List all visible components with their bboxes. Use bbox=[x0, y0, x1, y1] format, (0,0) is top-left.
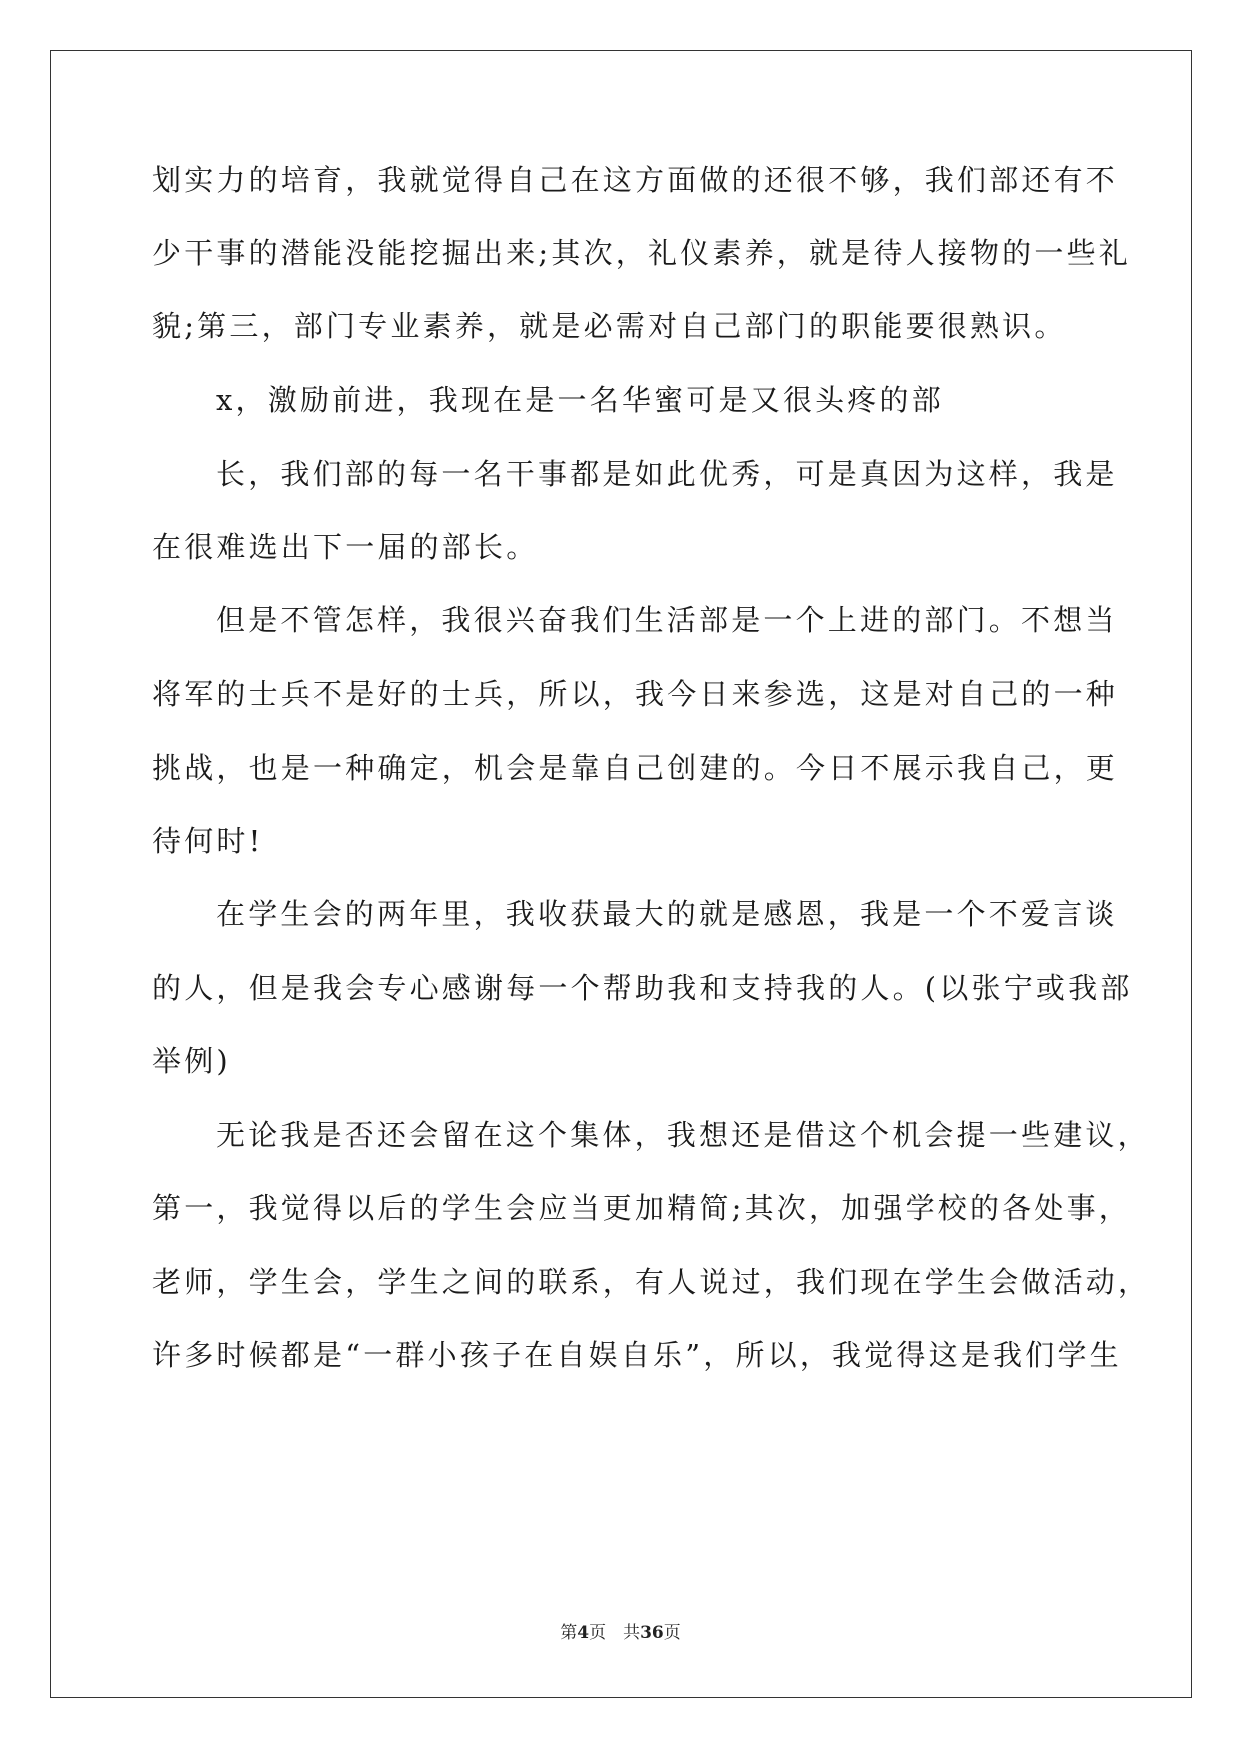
text-line: x，激励前进，我现在是一名华蜜可是又很头疼的部 bbox=[216, 383, 944, 417]
text-line: 但是不管怎样，我很兴奋我们生活部是一个上进的部门。不想当 bbox=[216, 603, 1118, 637]
text-line: 待何时! bbox=[152, 824, 264, 858]
text-line: 将军的士兵不是好的士兵，所以，我今日来参选，这是对自己的一种 bbox=[152, 677, 1119, 711]
text-line: 举例) bbox=[152, 1044, 231, 1078]
footer-suffix: 页 bbox=[663, 1623, 681, 1643]
footer-middle: 页 共 bbox=[589, 1623, 641, 1643]
text-line: 划实力的培育，我就觉得自己在这方面做的还很不够，我们部还有不 bbox=[152, 163, 1119, 197]
page-border bbox=[50, 50, 1192, 1698]
page-footer bbox=[0, 1618, 1241, 1643]
text-line: 在很难选出下一届的部长。 bbox=[152, 530, 539, 564]
text-line: 长，我们部的每一名干事都是如此优秀，可是真因为这样，我是 bbox=[216, 457, 1118, 491]
text-line: 第一，我觉得以后的学生会应当更加精简;其次，加强学校的各处事， bbox=[152, 1191, 1131, 1225]
text-line: 在学生会的两年里，我收获最大的就是感恩，我是一个不爱言谈 bbox=[216, 897, 1118, 931]
text-line: 貌;第三，部门专业素养，就是必需对自己部门的职能要很熟识。 bbox=[152, 309, 1067, 343]
total-page-number: 36 bbox=[640, 1623, 664, 1643]
text-line: 的人，但是我会专心感谢每一个帮助我和支持我的人。(以张宁或我部 bbox=[152, 971, 1133, 1005]
text-line: 许多时候都是“一群小孩子在自娱自乐”，所以，我觉得这是我们学生 bbox=[152, 1338, 1122, 1372]
text-line: 少干事的潜能没能挖掘出来;其次，礼仪素养，就是待人接物的一些礼 bbox=[152, 236, 1131, 270]
footer-prefix: 第 bbox=[560, 1623, 578, 1643]
text-line: 无论我是否还会留在这个集体，我想还是借这个机会提一些建议， bbox=[216, 1118, 1150, 1152]
current-page-number: 4 bbox=[577, 1623, 590, 1643]
text-line: 老师，学生会，学生之间的联系，有人说过，我们现在学生会做活动， bbox=[152, 1265, 1151, 1299]
text-line: 挑战，也是一种确定，机会是靠自己创建的。今日不展示我自己，更 bbox=[152, 751, 1119, 785]
